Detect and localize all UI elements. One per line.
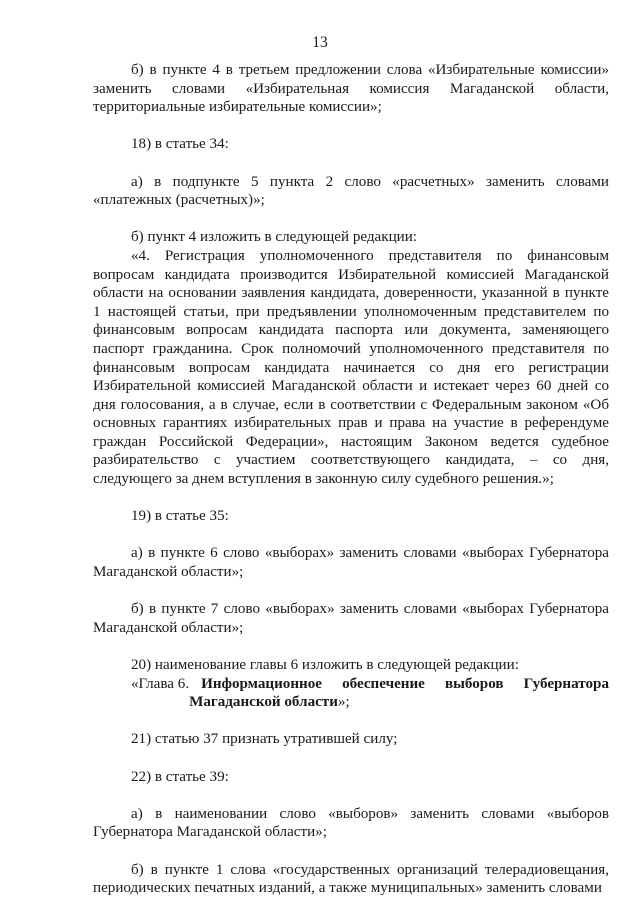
paragraph-item-22b: б) в пункте 1 слова «государственных организаций телерадиовещания, периодических печатных изданий, а также муниципальных» заменить словами	[93, 861, 609, 897]
paragraph-item-18a: а) в подпункте 5 пункта 2 слово «расчетных» заменить словами «платежных (расчетных)»;	[93, 173, 609, 209]
paragraph-item-19: 19) в статье 35:	[131, 508, 229, 525]
paragraph-item-18b: б) пункт 4 изложить в следующей редакции:	[131, 229, 417, 246]
paragraph-item-22: 22) в статье 39:	[131, 768, 229, 785]
paragraph-item-21: 21) статью 37 признать утратившей силу;	[131, 731, 398, 748]
chapter-6-title: Информационное обеспечение выборов Губернатора Магаданской области	[189, 675, 609, 711]
paragraph-item-22a: а) в наименовании слово «выборов» заменить словами «выборов Губернатора Магаданской области»;	[93, 805, 609, 841]
paragraph-item-20: 20) наименование главы 6 изложить в следующей редакции:	[131, 657, 519, 673]
chapter-6-heading	[93, 675, 609, 712]
document-body	[93, 61, 609, 898]
page-number: 13	[312, 34, 328, 51]
paragraph-item-18: 18) в статье 34:	[131, 136, 229, 153]
paragraph-item-19b: б) в пункте 7 слово «выборах» заменить словами «выборах Губернатора Магаданской области»;	[93, 601, 609, 636]
chapter-6-lead: «Глава 6.	[131, 675, 190, 692]
paragraph-new-point-4-text: «4. Регистрация уполномоченного представителя по финансовым вопросам кандидата производится Избирательной комиссией Магаданской области на основании заявления кандидата, доверенности, указанной в пункте 1 настоящей статьи, при предъявлении уполномоченным представителем по финансовым вопросам кандидата паспорта или документа, заменяющего паспорт гражданина. Срок полномочий уполномоченного представителя по финансовым вопросам кандидата начинается со дня его регистрации Избирательной комиссией Магаданской области и истекает через 60 дней со дня голосования, а в случае, если в соответствии с Федеральным законом «Об основных гарантиях избирательных прав и права на участие в референдуме граждан Российской Федерации», настоящим Законом ведется судебное разбирательство с участием соответствующего кандидата, – со дня, следующего за днем вступления в законную силу судебного решения.»;	[93, 247, 609, 488]
chapter-6-tail: »;	[337, 694, 350, 711]
chapter-6-title-line	[189, 675, 609, 712]
paragraph-amend-item-b-point-4: б) в пункте 4 в третьем предложении слова «Избирательные комиссии» заменить словами «Избирательная комиссия Магаданской области, территориальные избирательные комиссии»;	[93, 62, 609, 116]
paragraph-item-19a: а) в пункте 6 слово «выборах» заменить словами «выборах Губернатора Магаданской области»;	[93, 545, 609, 581]
